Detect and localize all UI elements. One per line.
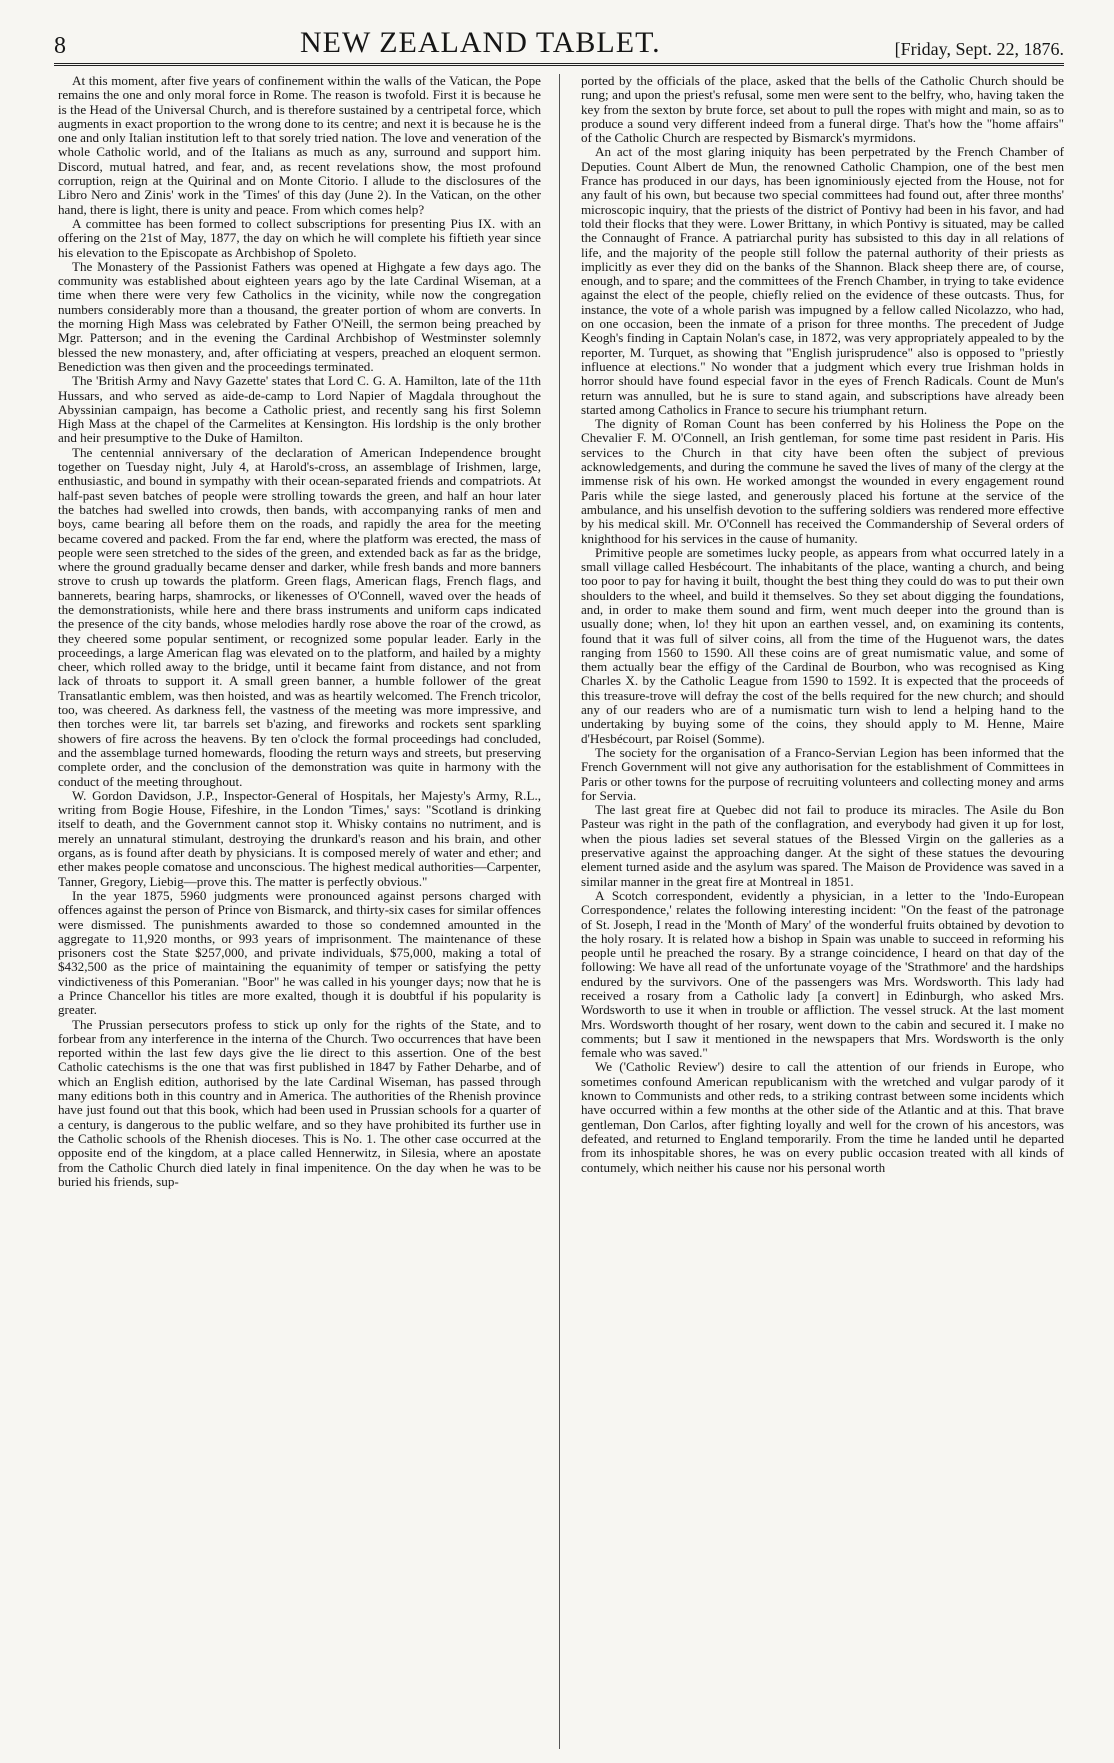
article-paragraph: A committee has been formed to collect subscriptions for presenting Pius IX. with an offering on the 21st of May, 1877, the day on which he will complete his fiftieth year since his elevation to the Episcopate as Archbishop of Spoleto. — [58, 215, 541, 260]
article-paragraph: The last great fire at Quebec did not fail to produce its miracles. The Asile du Bon Pasteur was right in the path of the conflagration, and everybody had given it up for lost, when the pious ladies set several statues of the Blessed Virgin on the galleries as a preservative against the approaching danger. At the sight of these statues the devouring element turned aside and the asylum was spared. The Maison de Providence was saved in a similar manner in the great fire at Montreal in 1851. — [581, 802, 1064, 889]
article-paragraph: ported by the officials of the place, asked that the bells of the Catholic Church should be rung; and upon the priest's refusal, some men were sent to the belfry, who, having taken the key from the sexton by brute force, set about to pull the ropes with might and main, so as to produce a sound very different indeed from a funeral dirge. That's how the "home affairs" of the Catholic Church are respected by Bismarck's myrmidons. — [581, 74, 1064, 146]
article-paragraph: The centennial anniversary of the declaration of American Independence brought together on Tuesday night, July 4, at Harold's-cross, an assemblage of Irishmen, large, enthusiastic, and bound in sympathy with their ocean-separated friends and compatriots. At half-past seven batches of people were strolling towards the green, and half an hour later the batches had swelled into crowds, then bands, with accompanying ranks of men and boys, came bearing all before them on the roads, and rapidly the area for the meeting became covered and packed. From the far end, where the platform was erected, the mass of people were seen stretched to the sides of the green, and extended back as far as the bridge, where the ground gradually became denser and darker, while fresh bands and more banners strove to crush up towards the platform. Green flags, American flags, French flags, and bannerets, bearing harps, shamrocks, or likenesses of O'Connell, waved over the heads of the demonstrationists, while here and there brass instruments and uniform caps indicated the presence of the city bands, whose melodies hardly rose above the roar of the crowd, as they cheered some popular sentiment, or recognized some popular leader. Early in the proceedings, a large American flag was elevated on to the platform, and hailed by a mighty cheer, which rolled away to the bridge, until it became faint from distance, and not from lack of throats to support it. A small green banner, a humble follower of the great Transatlantic emblem, was then hoisted, and was as heartily welcomed. The French tricolor, too, was cheered. As darkness fell, the vastness of the meeting was more impressive, and then torches were lit, tar barrels set b'azing, and fireworks and rockets sent sparkling showers of fire across the heavens. By ten o'clock the formal proceedings had concluded, and the assemblage turned homewards, flooding the return ways and streets, but preserving complete order, and the conclusion of the demonstration was quite in harmony with the conduct of the meeting throughout. — [58, 444, 541, 789]
article-paragraph: The Monastery of the Passionist Fathers was opened at Highgate a few days ago. The community was established about eighteen years ago by the late Cardinal Wiseman, at a time when there were very few Catholics in the vicinity, while now the congregation numbers considerably more than a thousand, the greater portion of whom are converts. In the morning High Mass was celebrated by Father O'Neill, the sermon being preached by Mgr. Patterson; and in the evening the Cardinal Archbishop of Westminster solemnly blessed the new monastery, and, after officiating at vespers, preached an eloquent sermon. Benediction was then given and the proceedings terminated. — [58, 258, 541, 374]
issue-date: [Friday, Sept. 22, 1876. — [894, 39, 1064, 59]
article-paragraph: The society for the organisation of a Franco-Servian Legion has been informed that the French Government will not give any authorisation for the establishment of Committees in Paris or other towns for the purpose of recruiting volunteers and collecting money and arms for Servia. — [581, 744, 1064, 803]
article-paragraph: A Scotch correspondent, evidently a physician, in a letter to the 'Indo-European Correspondence,' relates the following interesting incident: "On the feast of the patronage of St. Joseph, I read in the 'Month of Mary' of the wonderful fruits obtained by devotion to the holy rosary. It is related how a bishop in Spain was unable to succeed in reforming his people until he preached the rosary. By a strange coincidence, I heard on that day of the following: We have all read of the unfortunate voyage of the 'Strathmore' and the hardships endured by the survivors. One of the passengers was Mrs. Wordsworth. This lady had received a rosary from a Catholic lady [a convert] in Edinburgh, who asked Mrs. Wordsworth to use it when in trouble or affliction. The vessel struck. At the last moment Mrs. Wordsworth thought of her rosary, went down to the cabin and secured it. I make no comments; but I saw it mentioned in the newspapers that Mrs. Wordsworth is the only female who was saved." — [581, 887, 1064, 1061]
right-column — [581, 74, 1064, 1749]
page-number: 8 — [54, 33, 66, 59]
article-paragraph: The dignity of Roman Count has been conferred by his Holiness the Pope on the Chevalier F. M. O'Connell, an Irish gentleman, for some time past resident in Paris. His services to the Church in that city have been often the subject of previous acknowledgements, and during the commune he saved the lives of many of the clergy at the immense risk of his own. He worked amongst the wounded in every engagement round Paris while the siege lasted, and generously placed his fortune at the service of the ambulance, and his unselfish devotion to the suffering soldiers was rendered more effective by his medical skill. Mr. O'Connell has received the Commandership of Several orders of knighthood for his services in the cause of humanity. — [581, 416, 1064, 546]
article-paragraph: We ('Catholic Review') desire to call the attention of our friends in Europe, who sometimes confound American republicanism with the wretched and vulgar parody of it known to Communists and other reds, to a striking contrast between some incidents which have occurred within a few months at the other side of the Atlantic and at this. That brave gentleman, Don Carlos, after fighting loyally and well for the crown of his ancestors, was defeated, and returned to England temporarily. From the time he landed until he departed from its inhospitable shores, he was on every public occasion treated with all kinds of contumely, which neither his cause nor his personal worth — [581, 1059, 1064, 1175]
article-paragraph: W. Gordon Davidson, J.P., Inspector-General of Hospitals, her Majesty's Army, R.L., writing from Bogie House, Fifeshire, in the London 'Times,' says: "Scotland is drinking itself to death, and the Government cannot stop it. Whisky contains no nutriment, and is merely an unnatural stimulant, destroying the drunkard's reason and his brain, and other organs, as is found after death by physicians. It is composed merely of water and ether; and ether makes people comatose and unconscious. The highest medical authorities—Carpenter, Tanner, Gregory, Liebig—prove this. The matter is perfectly obvious." — [58, 787, 541, 889]
header-rule — [54, 63, 1064, 66]
article-paragraph: The Prussian persecutors profess to stick up only for the rights of the State, and to forbear from any interference in the interna of the Church. Two occurrences that have been reported within the last few days give the lie direct to this assertion. One of the best Catholic catechisms is the one that was first published in 1847 by Father Deharbe, and of which an English edition, authorised by the late Cardinal Wiseman, has passed through many editions both in this country and in America. The authorities of the Rhenish province have just found out that this book, which had been used in Prussian schools for a quarter of a century, is dangerous to the public welfare, and so they have prohibited its further use in the Catholic schools of the Rhenish dioceses. This is No. 1. The other case occurred at the opposite end of the kingdom, at a place called Hennerwitz, in Silesia, where an apostate from the Catholic Church died lately in final impenitence. On the day when he was to be buried his friends, sup- — [58, 1016, 541, 1189]
page-header — [54, 18, 1064, 58]
masthead-title: NEW ZEALAND TABLET. — [299, 26, 661, 59]
column-divider — [559, 74, 560, 1749]
article-paragraph: In the year 1875, 5960 judgments were pronounced against persons charged with offences against the person of Prince von Bismarck, and thirty-six cases for similar offences were dismissed. The punishments awarded to those so condemned amounted in the aggregate to 11,920 months, or 993 years of imprisonment. The maintenance of these prisoners cost the State $257,000, and private individuals, $75,000, making a total of $432,500 as the price of maintaining the equanimity of temper or satisfying the petty vindictiveness of this Pomeranian. "Boor" he was called in his younger days; now that he is a Prince Chancellor his titles are more exalted, though it is doubtful if his popularity is greater. — [58, 887, 541, 1018]
article-paragraph: An act of the most glaring iniquity has been perpetrated by the French Chamber of Deputies. Count Albert de Mun, the renowned Catholic Champion, one of the best men France has produced in our days, has been ignominiously ejected from the House, not for any fault of his own, but because two special committees had found out, after three months' microscopic inquiry, that the priests of the district of Pontivy had been in his favor, and had told their flocks that they were. Lower Brittany, in which Pontivy is situated, may be called the Connaught of France. A patriarchal purity has subsisted to this day in all relations of life, and the majority of the people still follow the paternal authority of their priests as implicitly as ever they did on the banks of the Shannon. Black sheep there are, of course, enough, and to spare; and the committees of the French Chamber, in trying to take evidence against the elect of the people, chiefly relied on the evidence of these outcasts. Thus, for instance, the vote of a whole parish was impugned by a fellow called Nicolazzo, who had, on one occasion, been the inmate of a prison for three months. The precedent of Judge Keogh's finding in Captain Nolan's case, in 1872, was very appropriately appealed to by the reporter, M. Turquet, as showing that "English jurisprudence" also is opposed to "priestly influence at elections." No wonder that a judgment which every true Irishman holds in horror should have found especial favor in the eyes of French Radicals. Count de Mun's return was annulled, but he is sure to stand again, and subscriptions have already been started among Catholics in France to secure his triumphant return. — [581, 144, 1064, 417]
article-paragraph: The 'British Army and Navy Gazette' states that Lord C. G. A. Hamilton, late of the 11th Hussars, and who served as aide-de-camp to Lord Napier of Magdala throughout the Abyssinian campaign, has become a Catholic priest, and recently sang his first Solemn High Mass at the chapel of the Carmelites at Kensington. His lordship is the only brother and heir presumptive to the Duke of Hamilton. — [58, 373, 541, 446]
article-paragraph: At this moment, after five years of confinement within the walls of the Vatican, the Pope remains the one and only moral force in Rome. The reason is twofold. First it is because he is the Head of the Universal Church, and is therefore sustained by a centripetal force, which augments in exact proportion to the wrong done to its centre; and next it is because he is the one and only Italian institution left to that sorely tried nation. The love and veneration of the whole Catholic world, and of the Italians as much as any, surround and support him. Discord, mutual hatred, and fear, and, as recent revelations show, the most profound corruption, reign at the Quirinal and on Monte Citorio. I allude to the disclosures of the Libro Nero and Zinis' work in the 'Times' of this day (June 2). In the Vatican, on the other hand, there is light, there is unity and peace. From which comes help? — [58, 74, 541, 217]
article-paragraph: Primitive people are sometimes lucky people, as appears from what occurred lately in a small village called Hesbécourt. The inhabitants of the place, wanting a church, and being too poor to pay for having it built, thought the best thing they could do was to put their own shoulders to the wheel, and build it themselves. So they set about digging the foundations, and, in order to make them sound and firm, went much deeper into the ground than is usually done; when, lo! they hit upon an earthen vessel, and, on examining its contents, found that it was full of silver coins, all from the time of the Huguenot wars, the dates ranging from 1560 to 1590. All these coins are of great numismatic value, and some of them actually bear the effigy of the Cardinal de Bourbon, who was recognised as King Charles X. by the Catholic League from 1590 to 1592. It is expected that the proceeds of this treasure-trove will defray the cost of the bells required for the new church; and should any of our readers who are of a numismatic turn wish to lend a helping hand to the undertaking by buying some of the coins, they should apply to M. Henne, Maire d'Hesbécourt, par Roisel (Somme). — [581, 544, 1064, 746]
left-column — [58, 74, 541, 1749]
